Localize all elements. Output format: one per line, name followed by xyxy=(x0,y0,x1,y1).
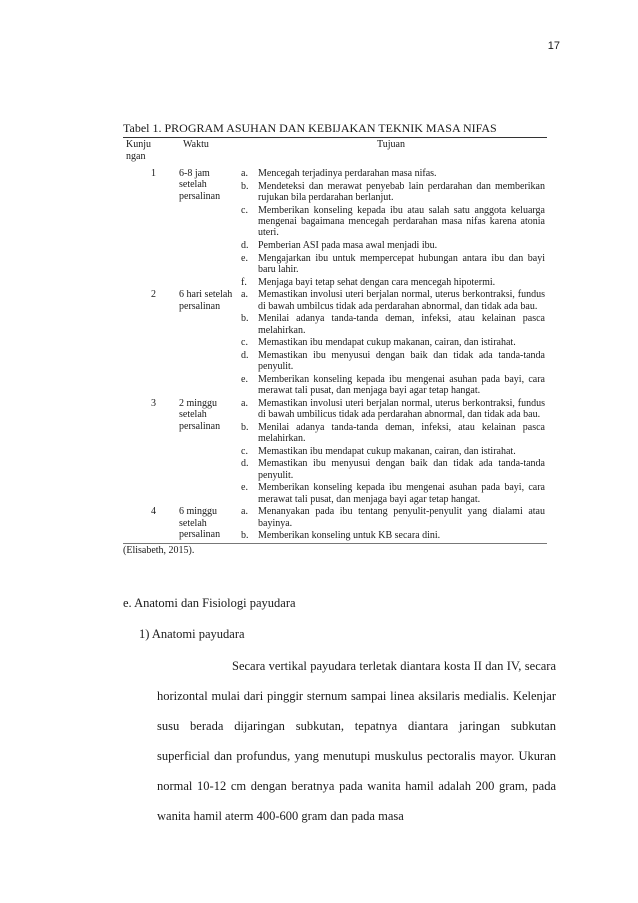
row-goals xyxy=(239,289,545,396)
goal-text: Mengajarkan ibu untuk mempercepat hubungan antara ibu dan bayi baru lahir. xyxy=(258,252,545,275)
goal-text: Memastikan involusi uteri berjalan normal, uterus berkontraksi, fundus di bawah umbilcus tidak ada perdarahan abnormal, dan tidak ada bau. xyxy=(258,289,545,312)
goal-text: Menilai adanya tanda-tanda deman, infeksi, atau kelainan pasca melahirkan. xyxy=(258,421,545,445)
section-anatomy xyxy=(123,596,296,642)
body-text xyxy=(157,651,556,831)
section-subheading: 1) Anatomi payudara xyxy=(139,627,245,641)
goal-marker: a. xyxy=(241,506,248,518)
goal-item xyxy=(239,205,545,239)
goal-item xyxy=(239,289,545,312)
goal-text: Memberikan konseling kepada ibu mengenai asuhan pada bayi, cara merawat tali pusat, dan menjaga bayi agar tetap hangat. xyxy=(258,482,545,505)
row-time: 2 minggu setelah persalinan xyxy=(179,397,221,432)
table-source: (Elisabeth, 2015). xyxy=(123,544,195,556)
goal-item xyxy=(239,313,545,336)
row-visit-number: 1 xyxy=(151,168,156,179)
goal-text: Mendeteksi dan merawat penyebab lain perdarahan dan memberikan rujukan bila perdarahan berlanjut. xyxy=(258,180,545,203)
row-goals xyxy=(239,506,545,541)
header-kunjungan: Kunju ngan xyxy=(126,139,151,162)
goal-marker: e. xyxy=(241,373,248,385)
goal-marker: f. xyxy=(241,276,247,288)
table-row xyxy=(123,398,547,505)
care-program-table xyxy=(123,121,547,557)
section-heading: e. Anatomi dan Fisiologi payudara xyxy=(123,596,296,610)
row-visit-number: 2 xyxy=(151,289,156,301)
goal-item xyxy=(239,446,545,457)
goal-item xyxy=(239,422,545,445)
row-visit-number: 4 xyxy=(151,506,156,518)
goal-text: Memberikan konseling kepada ibu mengenai asuhan pada bayi, cara merawat tali pusat, dan menjaga bayi agar tetap hangat. xyxy=(258,373,545,397)
goal-marker: b. xyxy=(241,180,249,192)
goal-text: Menilai adanya tanda-tanda deman, infeksi, atau kelainan pasca melahirkan. xyxy=(258,313,545,336)
goal-marker: b. xyxy=(241,530,249,542)
goal-marker: c. xyxy=(241,337,248,349)
goal-text: Menanyakan pada ibu tentang penyulit-penyulit yang dialami atau bayinya. xyxy=(258,506,545,529)
goal-item xyxy=(239,181,545,204)
goal-text: Memberikan konseling kepada ibu atau salah satu anggota keluarga mengenai bagaimana mencegah perdarahan masa nifas karena atonia uteri. xyxy=(258,204,545,239)
table-row xyxy=(123,289,547,396)
goal-item xyxy=(239,374,545,397)
row-time: 6 hari setelah persalinan xyxy=(179,289,233,312)
goal-item xyxy=(239,337,545,348)
goal-item xyxy=(239,277,545,288)
table-title: Tabel 1. PROGRAM ASUHAN DAN KEBIJAKAN TEKNIK MASA NIFAS xyxy=(123,121,497,135)
header-waktu: Waktu xyxy=(183,139,209,150)
goal-marker: e. xyxy=(241,482,248,494)
goal-item xyxy=(239,168,545,179)
table-row xyxy=(123,506,547,541)
goal-marker: e. xyxy=(241,252,248,264)
goal-text: Memastikan ibu mendapat cukup makanan, cairan, dan istirahat. xyxy=(258,337,516,349)
goal-marker: a. xyxy=(241,289,248,301)
goal-text: Mencegah terjadinya perdarahan masa nifas. xyxy=(258,168,437,179)
goal-text: Memastikan ibu menyusui dengan baik dan tidak ada tanda-tanda penyulit. xyxy=(258,458,545,481)
goal-item xyxy=(239,240,545,251)
header-tujuan: Tujuan xyxy=(377,139,405,150)
goal-item xyxy=(239,482,545,505)
row-time: 6-8 jam setelah persalinan xyxy=(179,168,221,202)
row-visit-number: 3 xyxy=(151,397,156,409)
goal-text: Memastikan ibu menyusui dengan baik dan tidak ada tanda-tanda penyulit. xyxy=(258,349,545,373)
goal-item xyxy=(239,458,545,481)
goal-item xyxy=(239,506,545,529)
goal-marker: d. xyxy=(241,458,249,470)
table-header xyxy=(123,138,547,168)
table-bottom-rule xyxy=(123,543,547,544)
row-goals xyxy=(239,168,545,288)
goal-item xyxy=(239,350,545,373)
goal-marker: a. xyxy=(241,168,248,179)
goal-item xyxy=(239,398,545,421)
table-row xyxy=(123,168,547,288)
goal-text: Pemberian ASI pada masa awal menjadi ibu. xyxy=(258,240,438,251)
goal-marker: d. xyxy=(241,240,249,251)
row-time: 6 minggu setelah persalinan xyxy=(179,506,221,541)
goal-marker: d. xyxy=(241,349,249,361)
body-paragraph: Secara vertikal payudara terletak diantara kosta II dan IV, secara horizontal mulai dari pinggir sternum sampai linea aksilaris medialis. Kelenjar susu berada dijaringan subkutan, tepatnya diantara jaringan subkutan superficial dan profundus, yang menutupi muskulus pectoralis mayor. Ukuran normal 10-12 cm dengan beratnya pada wanita hamil adalah 200 gram, pada wanita hamil aterm 400-600 gram dan pada masa xyxy=(157,659,556,823)
goal-marker: b. xyxy=(241,313,249,325)
table-body xyxy=(123,168,547,542)
goal-marker: c. xyxy=(241,204,248,216)
goal-item xyxy=(239,530,545,541)
goal-text: Memastikan involusi uteri berjalan normal, uterus berkontraksi, fundus di bawah umbilicus tidak ada perdarahan abnormal, dan tidak ada bau. xyxy=(258,397,545,421)
goal-item xyxy=(239,253,545,276)
goal-text: Memberikan konseling untuk KB secara dini. xyxy=(258,530,441,542)
goal-marker: a. xyxy=(241,397,248,409)
goal-marker: c. xyxy=(241,445,248,457)
row-goals xyxy=(239,398,545,505)
page-number: 17 xyxy=(547,40,560,52)
goal-text: Memastikan ibu mendapat cukup makanan, cairan, dan istirahat. xyxy=(258,445,516,457)
goal-marker: b. xyxy=(241,421,249,433)
goal-text: Menjaga bayi tetap sehat dengan cara mencegah hipotermi. xyxy=(258,276,496,288)
